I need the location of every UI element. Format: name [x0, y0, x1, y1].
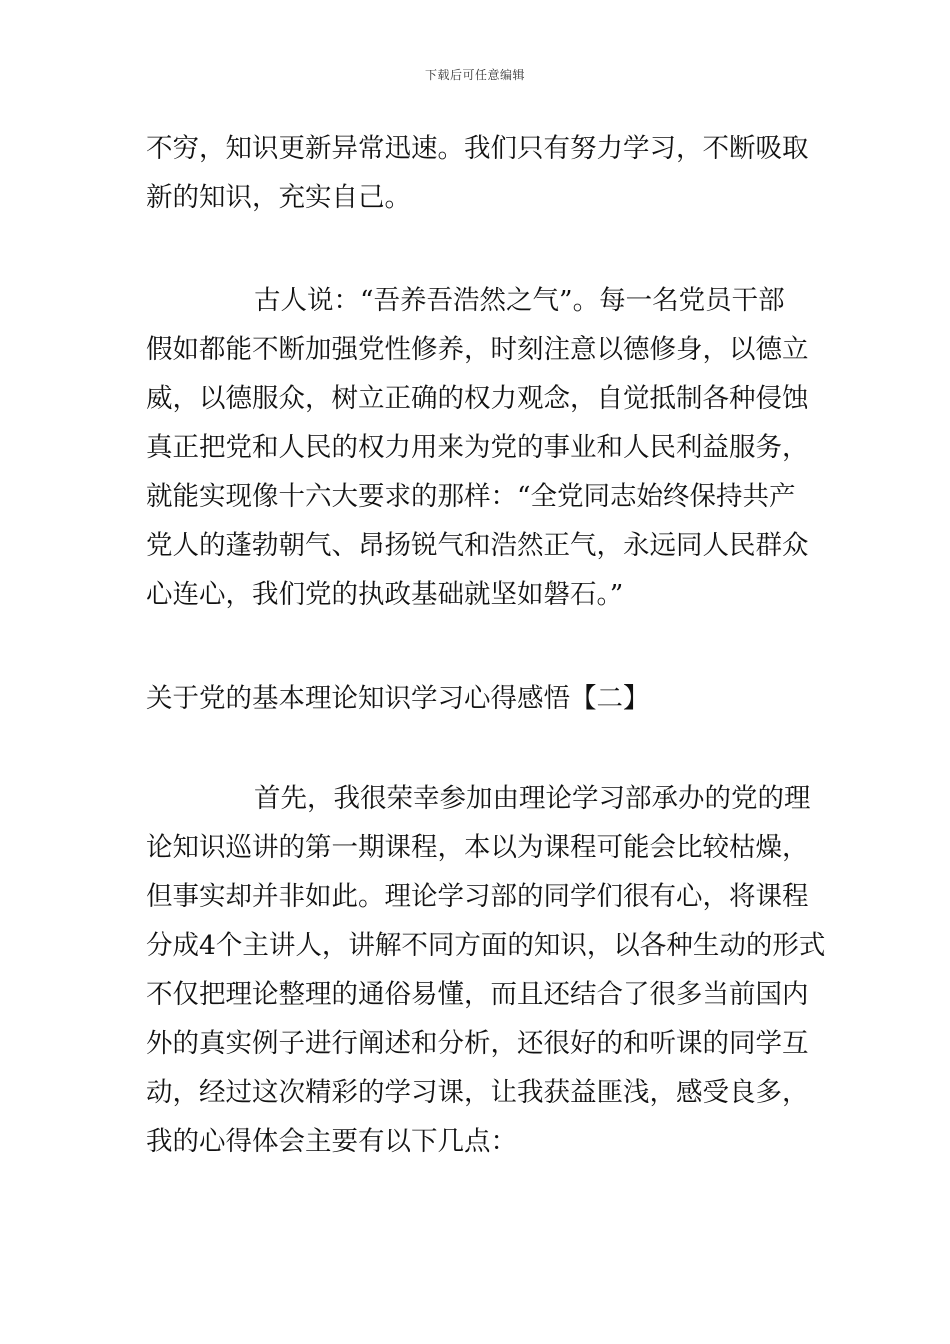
text-line: 但事实却并非如此。理论学习部的同学们很有心，将课程: [146, 881, 809, 912]
text-line: 就能实现像十六大要求的那样：“全党同志始终保持共产: [146, 481, 796, 512]
text-line: 动，经过这次精彩的学习课，让我获益匪浅，感受良多，: [146, 1077, 809, 1108]
text-line: 心连心，我们党的执政基础就坚如磐石。”: [146, 579, 624, 610]
text-line: 古人说：“吾养吾浩然之气”。每一名党员干部: [254, 285, 785, 316]
page-header: 下载后可任意编辑: [424, 68, 525, 82]
text-line: 外的真实例子进行阐述和分析，还很好的和听课的同学互: [146, 1028, 809, 1059]
section-heading: [146, 674, 806, 723]
heading-text: 关于党的基本理论知识学习心得感悟【二】: [146, 683, 650, 714]
text-line: 分成4个主讲人，讲解不同方面的知识，以各种生动的形式: [146, 930, 826, 961]
text-line: 我的心得体会主要有以下几点：: [146, 1126, 517, 1157]
text-line: 假如都能不断加强党性修养，时刻注意以德修身，以德立: [146, 334, 809, 365]
paragraph-continuation: [146, 124, 809, 222]
text-line: 新的知识，充实自己。: [146, 182, 411, 213]
paragraph-first-point: [146, 774, 826, 1166]
text-line: 不仅把理论整理的通俗易懂，而且还结合了很多当前国内: [146, 979, 809, 1010]
text-line: 党人的蓬勃朝气、昂扬锐气和浩然正气，永远同人民群众: [146, 530, 809, 561]
text-line: 不穷，知识更新异常迅速。我们只有努力学习，不断吸取: [146, 133, 809, 164]
text-line: 威，以德服众，树立正确的权力观念，自觉抵制各种侵蚀: [146, 383, 809, 414]
text-line: 首先，我很荣幸参加由理论学习部承办的党的理: [254, 783, 811, 814]
text-line: 论知识巡讲的第一期课程，本以为课程可能会比较枯燥，: [146, 832, 809, 863]
text-line: 真正把党和人民的权力用来为党的事业和人民利益服务，: [146, 432, 809, 463]
paragraph-ancient-saying: [146, 276, 809, 619]
